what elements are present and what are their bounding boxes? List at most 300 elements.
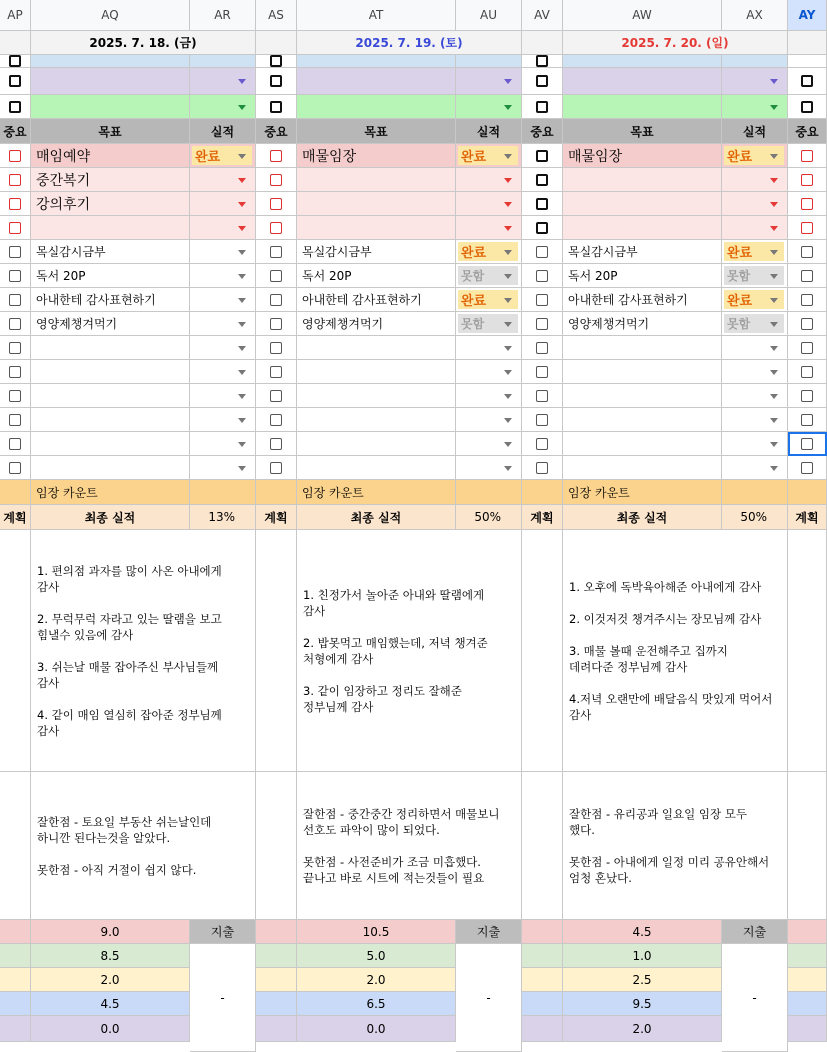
- dropdown-arrow-icon[interactable]: [238, 394, 246, 399]
- checkbox-icon[interactable]: [9, 55, 21, 67]
- dropdown-arrow-icon[interactable]: [770, 346, 778, 351]
- habit-goal[interactable]: 영양제챙겨먹기: [563, 312, 722, 336]
- habit-result-dropdown[interactable]: [190, 312, 256, 336]
- gratitude-note[interactable]: 1. 오후에 독박육아해준 아내에게 감사 2. 이것저것 챙겨주시는 장모님께 감사 3. 매물 볼때 운전해주고 집까지 데려다준 정부님께 감사 4.저녁 오랜만에 배달음식 맛있게 먹어서 감사: [563, 530, 788, 772]
- column-header-ar[interactable]: AR: [190, 0, 256, 31]
- habit-result-dropdown[interactable]: [190, 240, 256, 264]
- dropdown-arrow-icon[interactable]: [238, 346, 246, 351]
- checkbox-icon[interactable]: [801, 101, 813, 113]
- empty-goal[interactable]: [297, 384, 456, 408]
- dropdown-arrow-icon[interactable]: [770, 79, 778, 84]
- habit-goal[interactable]: 독서 20P: [31, 264, 190, 288]
- category-dropdown[interactable]: [190, 95, 256, 119]
- checkbox-icon[interactable]: [270, 101, 282, 113]
- review-note[interactable]: 잘한점 - 유리공과 일요일 임장 모두 했다. 못한점 - 아내에게 일정 미리 공유안해서 엄청 혼났다.: [563, 772, 788, 920]
- partial-checkbox-cell[interactable]: [788, 55, 827, 68]
- dropdown-arrow-icon[interactable]: [238, 418, 246, 423]
- category-dropdown[interactable]: [722, 55, 788, 68]
- habit-checkbox-cell[interactable]: [0, 264, 31, 288]
- category-dropdown[interactable]: [722, 95, 788, 119]
- priority-result-dropdown[interactable]: [456, 216, 522, 240]
- checkbox-icon[interactable]: [9, 438, 21, 450]
- checkbox-icon[interactable]: [270, 75, 282, 87]
- habit-goal[interactable]: 목실감시금부: [297, 240, 456, 264]
- checkbox-icon[interactable]: [9, 366, 21, 378]
- checkbox-icon[interactable]: [9, 75, 21, 87]
- empty-result-dropdown[interactable]: [722, 408, 788, 432]
- habit-result-dropdown[interactable]: [190, 264, 256, 288]
- category-field[interactable]: [31, 95, 190, 119]
- habit-result-dropdown[interactable]: [456, 288, 522, 312]
- checkbox-icon[interactable]: [270, 246, 282, 258]
- partial-empty-checkbox[interactable]: [788, 384, 827, 408]
- empty-checkbox-cell[interactable]: [256, 408, 297, 432]
- dropdown-arrow-icon[interactable]: [504, 79, 512, 84]
- empty-checkbox-cell[interactable]: [0, 432, 31, 456]
- column-header-at[interactable]: AT: [297, 0, 456, 31]
- category-checkbox-cell[interactable]: [256, 68, 297, 95]
- checkbox-icon[interactable]: [9, 101, 21, 113]
- column-header-au[interactable]: AU: [456, 0, 522, 31]
- empty-result-dropdown[interactable]: [456, 456, 522, 480]
- review-note[interactable]: 잘한점 - 중간중간 정리하면서 매물보니 선호도 파악이 많이 되었다. 못한점 - 사전준비가 조금 미흡했다. 끝나고 바로 시트에 적는것들이 필요: [297, 772, 522, 920]
- category-field[interactable]: [297, 55, 456, 68]
- empty-checkbox-cell[interactable]: [256, 336, 297, 360]
- column-header-aw[interactable]: AW: [563, 0, 722, 31]
- priority-goal[interactable]: 중간복기: [31, 168, 190, 192]
- column-header-ax[interactable]: AX: [722, 0, 788, 31]
- checkbox-icon[interactable]: [801, 75, 813, 87]
- empty-goal[interactable]: [31, 432, 190, 456]
- partial-empty-checkbox[interactable]: [788, 456, 827, 480]
- category-field[interactable]: [563, 95, 722, 119]
- checkbox-icon[interactable]: [270, 366, 282, 378]
- empty-result-dropdown[interactable]: [190, 336, 256, 360]
- empty-goal[interactable]: [31, 408, 190, 432]
- empty-goal[interactable]: [563, 432, 722, 456]
- empty-result-dropdown[interactable]: [190, 432, 256, 456]
- priority-result-dropdown[interactable]: [722, 168, 788, 192]
- dropdown-arrow-icon[interactable]: [238, 226, 246, 231]
- habit-result-dropdown[interactable]: [456, 264, 522, 288]
- category-field[interactable]: [297, 95, 456, 119]
- empty-checkbox-cell[interactable]: [522, 360, 563, 384]
- habit-checkbox-cell[interactable]: [256, 288, 297, 312]
- empty-checkbox-cell[interactable]: [522, 408, 563, 432]
- checkbox-icon[interactable]: [270, 55, 282, 67]
- priority-goal[interactable]: 매임예약: [31, 144, 190, 168]
- category-dropdown[interactable]: [456, 55, 522, 68]
- empty-goal[interactable]: [563, 456, 722, 480]
- category-checkbox-cell[interactable]: [256, 55, 297, 68]
- priority-goal[interactable]: [31, 216, 190, 240]
- checkbox-icon[interactable]: [536, 198, 548, 210]
- dropdown-arrow-icon[interactable]: [238, 298, 246, 303]
- empty-result-dropdown[interactable]: [190, 456, 256, 480]
- empty-goal[interactable]: [31, 336, 190, 360]
- gratitude-note[interactable]: 1. 편의점 과자를 많이 사온 아내에게 감사 2. 무럭무럭 자라고 있는 딸램을 보고 힘낼수 있음에 감사 3. 쉬는날 매물 잡아주신 부사님들께 감사 4. 같이 매임 열심히 잡아준 정부님께 감사: [31, 530, 256, 772]
- column-header-aq[interactable]: AQ: [31, 0, 190, 31]
- dropdown-arrow-icon[interactable]: [504, 418, 512, 423]
- dropdown-arrow-icon[interactable]: [504, 178, 512, 183]
- dropdown-arrow-icon[interactable]: [770, 370, 778, 375]
- dropdown-arrow-icon[interactable]: [770, 466, 778, 471]
- habit-checkbox-cell[interactable]: [256, 240, 297, 264]
- dropdown-arrow-icon[interactable]: [504, 466, 512, 471]
- empty-checkbox-cell[interactable]: [0, 384, 31, 408]
- review-note[interactable]: 잘한점 - 토요일 부동산 쉬는날인데 하니깐 된다는것을 알았다. 못한점 - 아직 거절이 쉽지 않다.: [31, 772, 256, 920]
- checkbox-icon[interactable]: [536, 150, 548, 162]
- column-header-av[interactable]: AV: [522, 0, 563, 31]
- checkbox-icon[interactable]: [270, 438, 282, 450]
- dropdown-arrow-icon[interactable]: [504, 250, 512, 255]
- empty-goal[interactable]: [31, 456, 190, 480]
- category-checkbox-cell[interactable]: [522, 68, 563, 95]
- empty-goal[interactable]: [563, 408, 722, 432]
- dropdown-arrow-icon[interactable]: [238, 274, 246, 279]
- dropdown-arrow-icon[interactable]: [238, 466, 246, 471]
- dropdown-arrow-icon[interactable]: [504, 154, 512, 159]
- checkbox-icon[interactable]: [536, 55, 548, 67]
- priority-goal[interactable]: 강의후기: [31, 192, 190, 216]
- habit-checkbox-cell[interactable]: [256, 264, 297, 288]
- empty-result-dropdown[interactable]: [722, 384, 788, 408]
- checkbox-icon[interactable]: [536, 366, 548, 378]
- checkbox-icon[interactable]: [801, 390, 813, 402]
- checkbox-icon[interactable]: [801, 270, 813, 282]
- empty-result-dropdown[interactable]: [190, 360, 256, 384]
- priority-checkbox-cell[interactable]: [0, 144, 31, 168]
- dropdown-arrow-icon[interactable]: [238, 105, 246, 110]
- category-field[interactable]: [563, 68, 722, 95]
- checkbox-icon[interactable]: [270, 342, 282, 354]
- habit-result-dropdown[interactable]: [190, 288, 256, 312]
- priority-checkbox-cell[interactable]: [256, 192, 297, 216]
- checkbox-icon[interactable]: [270, 270, 282, 282]
- dropdown-arrow-icon[interactable]: [238, 79, 246, 84]
- priority-result-dropdown[interactable]: [456, 144, 522, 168]
- category-dropdown[interactable]: [456, 68, 522, 95]
- partial-habit-checkbox[interactable]: [788, 288, 827, 312]
- partial-empty-checkbox[interactable]: [788, 336, 827, 360]
- gratitude-note[interactable]: 1. 친정가서 놀아준 아내와 딸램에게 감사 2. 밥못먹고 매임했는데, 저녁 챙겨준 처형에게 감사 3. 같이 임장하고 정리도 잘해준 정부님께 감사: [297, 530, 522, 772]
- empty-result-dropdown[interactable]: [456, 384, 522, 408]
- habit-checkbox-cell[interactable]: [0, 312, 31, 336]
- empty-checkbox-cell[interactable]: [0, 336, 31, 360]
- dropdown-arrow-icon[interactable]: [238, 202, 246, 207]
- empty-result-dropdown[interactable]: [456, 360, 522, 384]
- partial-priority-checkbox[interactable]: [788, 168, 827, 192]
- empty-result-dropdown[interactable]: [456, 432, 522, 456]
- dropdown-arrow-icon[interactable]: [770, 226, 778, 231]
- partial-checkbox-cell[interactable]: [788, 95, 827, 119]
- dropdown-arrow-icon[interactable]: [504, 298, 512, 303]
- checkbox-icon[interactable]: [801, 318, 813, 330]
- checkbox-icon[interactable]: [9, 174, 21, 186]
- checkbox-icon[interactable]: [536, 270, 548, 282]
- empty-checkbox-cell[interactable]: [522, 456, 563, 480]
- habit-goal[interactable]: 영양제챙겨먹기: [297, 312, 456, 336]
- empty-goal[interactable]: [31, 360, 190, 384]
- checkbox-icon[interactable]: [801, 366, 813, 378]
- checkbox-icon[interactable]: [270, 150, 282, 162]
- category-checkbox-cell[interactable]: [256, 95, 297, 119]
- empty-goal[interactable]: [563, 336, 722, 360]
- category-dropdown[interactable]: [190, 55, 256, 68]
- empty-checkbox-cell[interactable]: [0, 360, 31, 384]
- dropdown-arrow-icon[interactable]: [770, 178, 778, 183]
- priority-goal[interactable]: [563, 168, 722, 192]
- dropdown-arrow-icon[interactable]: [770, 202, 778, 207]
- habit-checkbox-cell[interactable]: [522, 312, 563, 336]
- habit-checkbox-cell[interactable]: [0, 288, 31, 312]
- dropdown-arrow-icon[interactable]: [770, 105, 778, 110]
- dropdown-arrow-icon[interactable]: [504, 226, 512, 231]
- checkbox-icon[interactable]: [801, 222, 813, 234]
- empty-checkbox-cell[interactable]: [256, 432, 297, 456]
- checkbox-icon[interactable]: [270, 414, 282, 426]
- priority-goal[interactable]: [563, 192, 722, 216]
- habit-result-dropdown[interactable]: [456, 312, 522, 336]
- empty-checkbox-cell[interactable]: [0, 456, 31, 480]
- habit-goal[interactable]: 아내한테 감사표현하기: [297, 288, 456, 312]
- priority-checkbox-cell[interactable]: [256, 216, 297, 240]
- priority-result-dropdown[interactable]: [722, 216, 788, 240]
- checkbox-icon[interactable]: [270, 390, 282, 402]
- checkbox-icon[interactable]: [9, 246, 21, 258]
- category-checkbox-cell[interactable]: [0, 95, 31, 119]
- category-checkbox-cell[interactable]: [0, 55, 31, 68]
- empty-goal[interactable]: [297, 336, 456, 360]
- priority-result-dropdown[interactable]: [190, 144, 256, 168]
- habit-goal[interactable]: 독서 20P: [297, 264, 456, 288]
- checkbox-icon[interactable]: [9, 270, 21, 282]
- partial-priority-checkbox[interactable]: [788, 144, 827, 168]
- empty-result-dropdown[interactable]: [190, 408, 256, 432]
- priority-checkbox-cell[interactable]: [0, 216, 31, 240]
- checkbox-icon[interactable]: [801, 342, 813, 354]
- priority-result-dropdown[interactable]: [456, 192, 522, 216]
- habit-checkbox-cell[interactable]: [0, 240, 31, 264]
- dropdown-arrow-icon[interactable]: [238, 370, 246, 375]
- category-field[interactable]: [31, 55, 190, 68]
- habit-goal[interactable]: 아내한테 감사표현하기: [31, 288, 190, 312]
- dropdown-arrow-icon[interactable]: [770, 394, 778, 399]
- dropdown-arrow-icon[interactable]: [504, 202, 512, 207]
- empty-checkbox-cell[interactable]: [256, 384, 297, 408]
- checkbox-icon[interactable]: [801, 414, 813, 426]
- dropdown-arrow-icon[interactable]: [770, 322, 778, 327]
- partial-empty-checkbox[interactable]: [788, 432, 827, 456]
- checkbox-icon[interactable]: [801, 462, 813, 474]
- checkbox-icon[interactable]: [9, 222, 21, 234]
- partial-checkbox-cell[interactable]: [788, 68, 827, 95]
- partial-priority-checkbox[interactable]: [788, 216, 827, 240]
- checkbox-icon[interactable]: [270, 462, 282, 474]
- checkbox-icon[interactable]: [270, 318, 282, 330]
- empty-checkbox-cell[interactable]: [522, 432, 563, 456]
- category-dropdown[interactable]: [722, 68, 788, 95]
- priority-goal[interactable]: [297, 192, 456, 216]
- column-header-as[interactable]: AS: [256, 0, 297, 31]
- category-checkbox-cell[interactable]: [522, 55, 563, 68]
- column-header-ap[interactable]: AP: [0, 0, 31, 31]
- checkbox-icon[interactable]: [9, 150, 21, 162]
- dropdown-arrow-icon[interactable]: [238, 322, 246, 327]
- dropdown-arrow-icon[interactable]: [770, 274, 778, 279]
- priority-goal[interactable]: 매물임장: [297, 144, 456, 168]
- checkbox-icon[interactable]: [9, 390, 21, 402]
- habit-result-dropdown[interactable]: [456, 240, 522, 264]
- checkbox-icon[interactable]: [801, 294, 813, 306]
- dropdown-arrow-icon[interactable]: [504, 274, 512, 279]
- priority-checkbox-cell[interactable]: [522, 216, 563, 240]
- category-dropdown[interactable]: [456, 95, 522, 119]
- habit-checkbox-cell[interactable]: [522, 240, 563, 264]
- priority-result-dropdown[interactable]: [456, 168, 522, 192]
- partial-habit-checkbox[interactable]: [788, 240, 827, 264]
- checkbox-icon[interactable]: [536, 390, 548, 402]
- priority-result-dropdown[interactable]: [190, 168, 256, 192]
- empty-goal[interactable]: [297, 456, 456, 480]
- priority-checkbox-cell[interactable]: [522, 168, 563, 192]
- priority-checkbox-cell[interactable]: [256, 168, 297, 192]
- priority-result-dropdown[interactable]: [722, 192, 788, 216]
- empty-result-dropdown[interactable]: [722, 456, 788, 480]
- checkbox-icon[interactable]: [536, 438, 548, 450]
- dropdown-arrow-icon[interactable]: [770, 298, 778, 303]
- habit-checkbox-cell[interactable]: [522, 264, 563, 288]
- empty-result-dropdown[interactable]: [722, 432, 788, 456]
- empty-result-dropdown[interactable]: [456, 408, 522, 432]
- checkbox-icon[interactable]: [270, 174, 282, 186]
- habit-result-dropdown[interactable]: [722, 288, 788, 312]
- checkbox-icon[interactable]: [9, 198, 21, 210]
- checkbox-icon[interactable]: [801, 150, 813, 162]
- checkbox-icon[interactable]: [9, 318, 21, 330]
- checkbox-icon[interactable]: [9, 462, 21, 474]
- empty-result-dropdown[interactable]: [190, 384, 256, 408]
- priority-checkbox-cell[interactable]: [522, 192, 563, 216]
- dropdown-arrow-icon[interactable]: [238, 154, 246, 159]
- dropdown-arrow-icon[interactable]: [504, 105, 512, 110]
- empty-checkbox-cell[interactable]: [0, 408, 31, 432]
- dropdown-arrow-icon[interactable]: [238, 442, 246, 447]
- checkbox-icon[interactable]: [9, 414, 21, 426]
- empty-goal[interactable]: [563, 360, 722, 384]
- priority-goal[interactable]: [297, 216, 456, 240]
- habit-goal[interactable]: 독서 20P: [563, 264, 722, 288]
- dropdown-arrow-icon[interactable]: [504, 394, 512, 399]
- dropdown-arrow-icon[interactable]: [504, 322, 512, 327]
- category-field[interactable]: [297, 68, 456, 95]
- checkbox-icon[interactable]: [536, 75, 548, 87]
- dropdown-arrow-icon[interactable]: [770, 154, 778, 159]
- empty-result-dropdown[interactable]: [722, 336, 788, 360]
- empty-checkbox-cell[interactable]: [522, 336, 563, 360]
- partial-empty-checkbox[interactable]: [788, 360, 827, 384]
- empty-goal[interactable]: [297, 408, 456, 432]
- dropdown-arrow-icon[interactable]: [504, 442, 512, 447]
- priority-result-dropdown[interactable]: [722, 144, 788, 168]
- dropdown-arrow-icon[interactable]: [504, 370, 512, 375]
- empty-goal[interactable]: [297, 360, 456, 384]
- priority-result-dropdown[interactable]: [190, 192, 256, 216]
- partial-empty-checkbox[interactable]: [788, 408, 827, 432]
- priority-goal[interactable]: 매물임장: [563, 144, 722, 168]
- dropdown-arrow-icon[interactable]: [770, 418, 778, 423]
- checkbox-icon[interactable]: [536, 222, 548, 234]
- empty-checkbox-cell[interactable]: [522, 384, 563, 408]
- category-checkbox-cell[interactable]: [522, 95, 563, 119]
- category-field[interactable]: [31, 68, 190, 95]
- dropdown-arrow-icon[interactable]: [504, 346, 512, 351]
- priority-result-dropdown[interactable]: [190, 216, 256, 240]
- checkbox-icon[interactable]: [536, 462, 548, 474]
- habit-goal[interactable]: 영양제챙겨먹기: [31, 312, 190, 336]
- checkbox-icon[interactable]: [270, 222, 282, 234]
- dropdown-arrow-icon[interactable]: [770, 250, 778, 255]
- empty-goal[interactable]: [563, 384, 722, 408]
- priority-goal[interactable]: [297, 168, 456, 192]
- checkbox-icon[interactable]: [801, 246, 813, 258]
- checkbox-icon[interactable]: [270, 294, 282, 306]
- priority-checkbox-cell[interactable]: [0, 192, 31, 216]
- habit-result-dropdown[interactable]: [722, 264, 788, 288]
- empty-checkbox-cell[interactable]: [256, 360, 297, 384]
- empty-result-dropdown[interactable]: [456, 336, 522, 360]
- priority-goal[interactable]: [563, 216, 722, 240]
- habit-result-dropdown[interactable]: [722, 312, 788, 336]
- checkbox-icon[interactable]: [801, 174, 813, 186]
- category-field[interactable]: [563, 55, 722, 68]
- dropdown-arrow-icon[interactable]: [238, 178, 246, 183]
- category-dropdown[interactable]: [190, 68, 256, 95]
- checkbox-icon[interactable]: [536, 414, 548, 426]
- checkbox-icon[interactable]: [270, 198, 282, 210]
- empty-checkbox-cell[interactable]: [256, 456, 297, 480]
- partial-habit-checkbox[interactable]: [788, 264, 827, 288]
- partial-habit-checkbox[interactable]: [788, 312, 827, 336]
- partial-priority-checkbox[interactable]: [788, 192, 827, 216]
- checkbox-icon[interactable]: [536, 342, 548, 354]
- dropdown-arrow-icon[interactable]: [238, 250, 246, 255]
- column-header-ay[interactable]: AY: [788, 0, 827, 31]
- habit-checkbox-cell[interactable]: [522, 288, 563, 312]
- habit-goal[interactable]: 목실감시금부: [31, 240, 190, 264]
- empty-goal[interactable]: [297, 432, 456, 456]
- dropdown-arrow-icon[interactable]: [770, 442, 778, 447]
- priority-checkbox-cell[interactable]: [0, 168, 31, 192]
- habit-goal[interactable]: 목실감시금부: [563, 240, 722, 264]
- checkbox-icon[interactable]: [536, 294, 548, 306]
- checkbox-icon[interactable]: [801, 198, 813, 210]
- empty-result-dropdown[interactable]: [722, 360, 788, 384]
- empty-goal[interactable]: [31, 384, 190, 408]
- checkbox-icon[interactable]: [536, 318, 548, 330]
- checkbox-icon[interactable]: [536, 101, 548, 113]
- priority-checkbox-cell[interactable]: [256, 144, 297, 168]
- checkbox-icon[interactable]: [9, 342, 21, 354]
- habit-goal[interactable]: 아내한테 감사표현하기: [563, 288, 722, 312]
- habit-checkbox-cell[interactable]: [256, 312, 297, 336]
- checkbox-icon[interactable]: [801, 438, 813, 450]
- priority-checkbox-cell[interactable]: [522, 144, 563, 168]
- checkbox-icon[interactable]: [9, 294, 21, 306]
- category-checkbox-cell[interactable]: [0, 68, 31, 95]
- checkbox-icon[interactable]: [536, 246, 548, 258]
- habit-result-dropdown[interactable]: [722, 240, 788, 264]
